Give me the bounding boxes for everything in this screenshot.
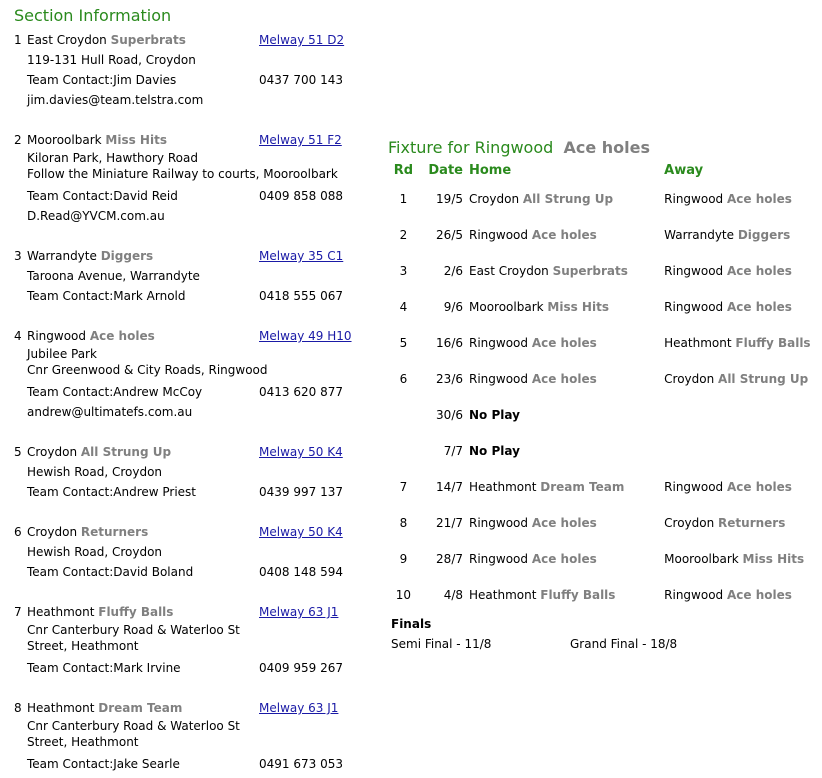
home-suburb: Heathmont	[469, 480, 537, 494]
team-suburb: East Croydon	[27, 33, 107, 47]
team-heading	[14, 442, 343, 462]
round-number: 2	[399, 228, 408, 242]
away-team	[664, 325, 822, 361]
header-away: Away	[664, 162, 704, 178]
melway-link[interactable]: Melway 63 J1	[259, 701, 339, 715]
home-team-name: Fluffy Balls	[540, 588, 616, 602]
no-play-label: No Play	[469, 444, 520, 458]
melway-link[interactable]: Melway 51 D2	[259, 33, 345, 47]
no-play-label: No Play	[469, 408, 520, 422]
no-play	[466, 397, 664, 433]
team-entry	[14, 522, 343, 582]
team-entry	[14, 130, 343, 226]
home-team	[466, 181, 664, 217]
fixture-row	[388, 217, 822, 253]
round-date: 28/7	[436, 552, 463, 566]
team-phone: 0491 673 053	[259, 757, 343, 771]
team-number: 4	[14, 329, 22, 343]
away-team	[664, 253, 822, 289]
round-date: 21/7	[436, 516, 463, 530]
team-suburb: Heathmont	[27, 701, 95, 715]
away-suburb: Croydon	[664, 516, 715, 530]
team-email-line	[14, 206, 338, 226]
round-date: 2/6	[443, 264, 463, 278]
team-email: D.Read@YVCM.com.au	[27, 209, 165, 223]
fixture-row	[388, 181, 822, 217]
fixture-row	[388, 505, 822, 541]
team-phone: 0418 555 067	[259, 289, 343, 303]
team-entry	[14, 602, 343, 678]
team-address-text: Hewish Road, Croydon	[27, 465, 163, 479]
home-suburb: Croydon	[469, 192, 520, 206]
home-team	[466, 217, 664, 253]
team-name: Superbrats	[110, 33, 186, 47]
header-rd: Rd	[393, 162, 414, 178]
away-team	[664, 541, 822, 577]
team-contact-line	[14, 482, 343, 502]
fixture-body	[388, 181, 822, 613]
round-number: 3	[399, 264, 408, 278]
home-team-name: Superbrats	[552, 264, 628, 278]
team-address	[14, 734, 240, 754]
round-number	[388, 397, 419, 433]
no-play	[466, 433, 664, 469]
team-address	[14, 362, 268, 382]
away-team	[664, 469, 822, 505]
round-number: 7	[399, 480, 408, 494]
home-team-name: Ace holes	[531, 516, 597, 530]
team-name: Diggers	[100, 249, 154, 263]
away-suburb: Ringwood	[664, 192, 724, 206]
away-team-name: Ace holes	[726, 588, 792, 602]
round-date: 26/5	[436, 228, 463, 242]
home-team	[466, 253, 664, 289]
team-address-text: Cnr Greenwood & City Roads, Ringwood	[27, 363, 268, 377]
team-number: 6	[14, 525, 22, 539]
team-contact-line	[14, 382, 343, 402]
round-number: 4	[399, 300, 408, 314]
section-title: Section Information	[14, 6, 172, 25]
team-address-text: Taroona Avenue, Warrandyte	[27, 269, 200, 283]
team-email: jim.davies@team.telstra.com	[27, 93, 204, 107]
round-date: 7/7	[443, 444, 463, 458]
header-date: Date	[428, 162, 463, 178]
home-suburb: Mooroolbark	[469, 300, 544, 314]
away-team	[664, 505, 822, 541]
home-suburb: Heathmont	[469, 588, 537, 602]
team-suburb: Mooroolbark	[27, 133, 102, 147]
melway-link[interactable]: Melway 49 H10	[259, 329, 352, 343]
team-contact-line	[14, 658, 343, 678]
grand-final: Grand Final - 18/8	[570, 637, 678, 651]
home-suburb: East Croydon	[469, 264, 549, 278]
away-suburb: Heathmont	[664, 336, 732, 350]
home-team	[466, 577, 664, 613]
team-heading	[14, 130, 342, 150]
home-team-name: Ace holes	[531, 336, 597, 350]
team-phone: 0413 620 877	[259, 385, 343, 399]
away-suburb: Mooroolbark	[664, 552, 739, 566]
home-suburb: Ringwood	[469, 372, 529, 386]
team-contact-line	[14, 186, 343, 206]
melway-link[interactable]: Melway 51 F2	[259, 133, 342, 147]
team-address	[14, 166, 338, 186]
home-team-name: Dream Team	[540, 480, 625, 494]
team-phone: 0409 959 267	[259, 661, 343, 675]
team-contact-line	[14, 70, 343, 90]
fixture-table	[388, 159, 822, 613]
team-suburb: Heathmont	[27, 605, 95, 619]
home-team-name: Ace holes	[531, 228, 597, 242]
team-email-line	[14, 90, 203, 110]
team-name: Fluffy Balls	[98, 605, 174, 619]
team-contact: Team Contact:David Reid	[27, 189, 178, 203]
team-address-text: Kiloran Park, Hawthory Road	[27, 151, 198, 165]
melway-link[interactable]: Melway 63 J1	[259, 605, 339, 619]
team-name: Returners	[80, 525, 149, 539]
team-number: 3	[14, 249, 22, 263]
team-address	[14, 638, 240, 658]
home-suburb: Ringwood	[469, 336, 529, 350]
fixture-row	[388, 433, 822, 469]
round-date: 16/6	[436, 336, 463, 350]
away-team	[664, 181, 822, 217]
team-phone: 0409 858 088	[259, 189, 343, 203]
away-team-name: All Strung Up	[718, 372, 809, 386]
team-number: 1	[14, 33, 22, 47]
round-date: 4/8	[443, 588, 463, 602]
header-home: Home	[469, 162, 512, 178]
team-address	[14, 462, 196, 482]
team-entry	[14, 442, 343, 502]
round-number: 10	[395, 588, 412, 602]
away-team	[664, 361, 822, 397]
away-team	[664, 217, 822, 253]
team-contact: Team Contact:Andrew McCoy	[27, 385, 203, 399]
team-contact-line	[14, 286, 343, 306]
finals-label: Finals	[391, 617, 432, 631]
team-email: andrew@ultimatefs.com.au	[27, 405, 193, 419]
team-contact: Team Contact:Mark Irvine	[27, 661, 181, 675]
round-number: 6	[399, 372, 408, 386]
home-team-name: Ace holes	[531, 552, 597, 566]
team-heading	[14, 522, 343, 542]
team-address	[14, 622, 240, 638]
team-number: 5	[14, 445, 22, 459]
fixture-row	[388, 541, 822, 577]
away-team-name: Fluffy Balls	[735, 336, 811, 350]
away-suburb: Ringwood	[664, 588, 724, 602]
home-team	[466, 505, 664, 541]
team-contact: Team Contact:David Boland	[27, 565, 194, 579]
round-date: 9/6	[443, 300, 463, 314]
round-date: 30/6	[436, 408, 463, 422]
away-team	[664, 289, 822, 325]
away-suburb: Warrandyte	[664, 228, 735, 242]
team-contact-line	[14, 562, 343, 582]
team-entry	[14, 30, 345, 110]
away-team-name: Returners	[718, 516, 786, 530]
fixture-row	[388, 469, 822, 505]
team-name: Ace holes	[89, 329, 155, 343]
home-team-name: All Strung Up	[522, 192, 614, 206]
melway-link[interactable]: Melway 50 K4	[259, 445, 343, 459]
team-entry	[14, 246, 344, 306]
fixture-header-row	[388, 159, 822, 181]
away-suburb: Ringwood	[664, 480, 724, 494]
team-contact-line	[14, 754, 343, 774]
team-name: All Strung Up	[80, 445, 172, 459]
semi-final: Semi Final - 11/8	[391, 637, 492, 651]
fixture-row	[388, 325, 822, 361]
away-suburb: Croydon	[664, 372, 715, 386]
fixture-title-prefix: Fixture for Ringwood	[388, 138, 554, 157]
away-team-name: Ace holes	[726, 480, 792, 494]
team-address	[14, 346, 268, 362]
away-suburb: Ringwood	[664, 300, 724, 314]
round-number: 1	[399, 192, 408, 206]
home-suburb: Ringwood	[469, 516, 529, 530]
home-team	[466, 361, 664, 397]
team-email-line	[14, 402, 268, 422]
away-team	[664, 577, 822, 613]
team-entry	[14, 326, 352, 422]
team-contact: Team Contact:Mark Arnold	[27, 289, 186, 303]
team-address-text: Jubilee Park	[27, 347, 97, 361]
team-heading	[14, 698, 339, 718]
team-heading	[14, 246, 344, 266]
team-address-text: Hewish Road, Croydon	[27, 545, 163, 559]
home-team-name: Ace holes	[531, 372, 597, 386]
team-address	[14, 542, 193, 562]
round-number: 8	[399, 516, 408, 530]
team-name: Miss Hits	[105, 133, 167, 147]
team-address-text: Cnr Canterbury Road & Waterloo St	[27, 719, 240, 733]
fixture-row	[388, 397, 822, 433]
home-team	[466, 289, 664, 325]
round-date: 19/5	[436, 192, 463, 206]
away-suburb: Ringwood	[664, 264, 724, 278]
team-address-text: Street, Heathmont	[27, 735, 139, 749]
away-empty	[664, 433, 822, 469]
team-suburb: Warrandyte	[27, 249, 97, 263]
team-phone: 0439 997 137	[259, 485, 343, 499]
away-team-name: Miss Hits	[742, 552, 805, 566]
team-address	[14, 150, 338, 166]
team-phone: 0437 700 143	[259, 73, 343, 87]
melway-link[interactable]: Melway 35 C1	[259, 249, 344, 263]
team-entry	[14, 698, 343, 774]
team-name: Dream Team	[98, 701, 183, 715]
home-team-name: Miss Hits	[547, 300, 609, 314]
round-number: 5	[399, 336, 408, 350]
team-address-text: Follow the Miniature Railway to courts, Mooroolbark	[27, 167, 338, 181]
fixture-row	[388, 289, 822, 325]
team-heading	[14, 602, 339, 622]
fixture-row	[388, 361, 822, 397]
team-address	[14, 718, 240, 734]
team-address-text: Cnr Canterbury Road & Waterloo St	[27, 623, 240, 637]
team-contact: Team Contact:Andrew Priest	[27, 485, 197, 499]
team-heading	[14, 30, 345, 50]
team-suburb: Croydon	[27, 445, 78, 459]
home-team	[466, 469, 664, 505]
team-contact: Team Contact:Jake Searle	[27, 757, 180, 771]
away-team-name: Diggers	[737, 228, 791, 242]
round-date: 14/7	[436, 480, 463, 494]
fixture-title-team: Ace holes	[563, 138, 650, 157]
team-number: 8	[14, 701, 22, 715]
team-suburb: Croydon	[27, 525, 78, 539]
fixture-title	[388, 138, 650, 157]
team-contact: Team Contact:Jim Davies	[27, 73, 177, 87]
away-team-name: Ace holes	[726, 264, 792, 278]
away-team-name: Ace holes	[726, 192, 792, 206]
melway-link[interactable]: Melway 50 K4	[259, 525, 343, 539]
team-heading	[14, 326, 352, 346]
team-address	[14, 50, 203, 70]
team-address	[14, 266, 200, 286]
round-number	[388, 433, 419, 469]
fixture-row	[388, 253, 822, 289]
away-empty	[664, 397, 822, 433]
round-number: 9	[399, 552, 408, 566]
team-suburb: Ringwood	[27, 329, 87, 343]
home-team	[466, 541, 664, 577]
team-number: 2	[14, 133, 22, 147]
team-address-text: Street, Heathmont	[27, 639, 139, 653]
team-address-text: 119-131 Hull Road, Croydon	[27, 53, 196, 67]
away-team-name: Ace holes	[726, 300, 792, 314]
home-team	[466, 325, 664, 361]
home-suburb: Ringwood	[469, 228, 529, 242]
round-date: 23/6	[436, 372, 463, 386]
team-number: 7	[14, 605, 22, 619]
fixture-row	[388, 577, 822, 613]
team-phone: 0408 148 594	[259, 565, 343, 579]
home-suburb: Ringwood	[469, 552, 529, 566]
